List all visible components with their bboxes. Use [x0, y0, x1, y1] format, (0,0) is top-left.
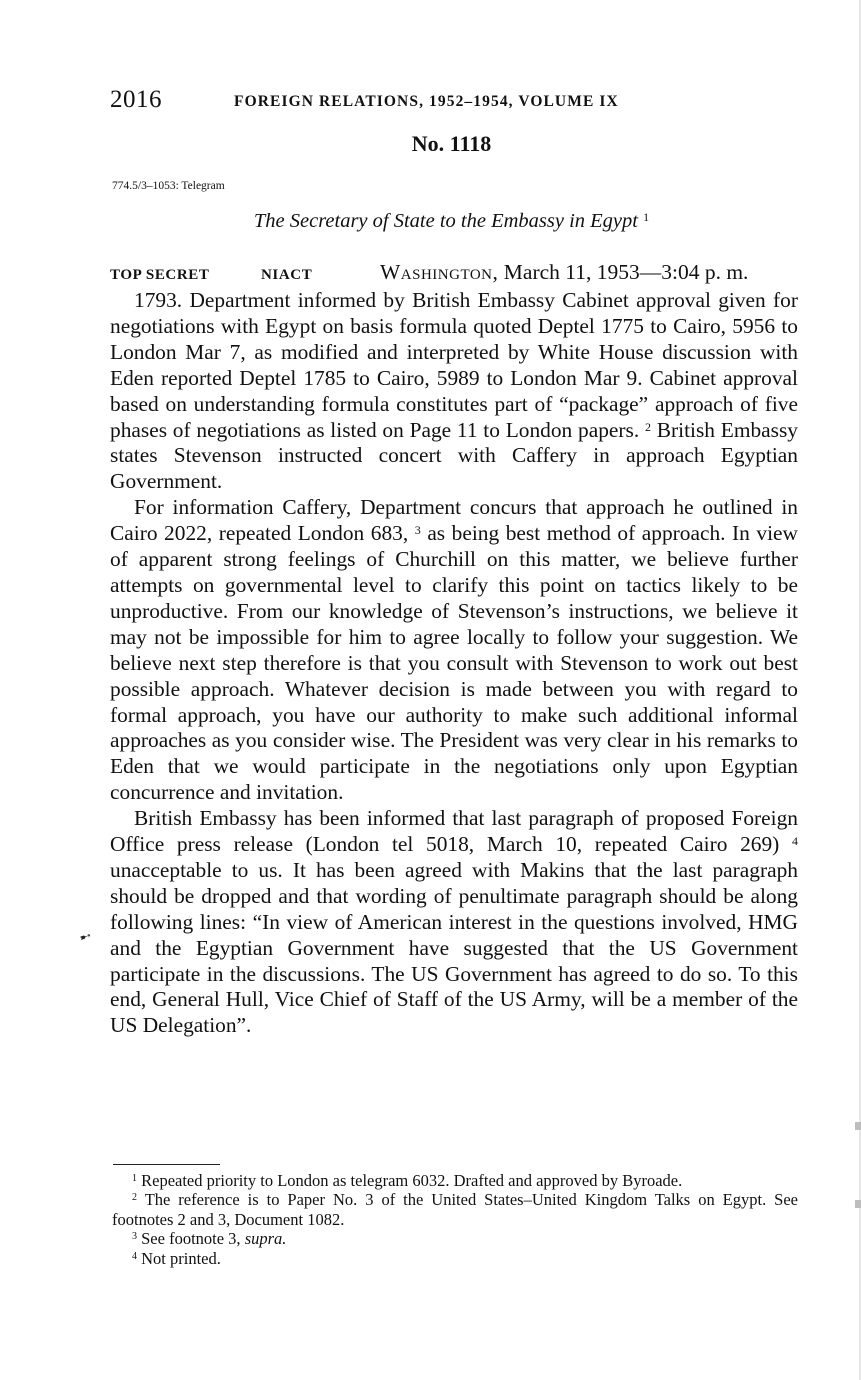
paragraph-2-text: For information Caffery, Department concurs that approach he outlined in Cairo 2022, repeated London 683,	[110, 495, 798, 546]
paragraph-3	[110, 806, 798, 1039]
place: Washington,	[380, 260, 499, 284]
document-title-text: The Secretary of State to the Embassy in Egypt	[253, 210, 638, 232]
footnote-2	[112, 1190, 798, 1229]
footnote-text: Repeated priority to London as telegram 6032. Drafted and approved by Byroade.	[141, 1171, 683, 1190]
paragraph-3-text: British Embassy has been informed that last paragraph of proposed Foreign Office press release (London tel 5018, March 10, repeated Cairo 269)	[110, 806, 798, 857]
footnote-ref-2[interactable]: 2	[644, 419, 651, 434]
running-head: FOREIGN RELATIONS, 1952–1954, VOLUME IX	[234, 93, 619, 110]
page-header	[110, 86, 810, 118]
paragraph-3-text-cont: unacceptable to us. It has been agreed with Makins that the last paragraph should be dropped and that wording of penultimate paragraph should be along following lines: “In view of American interest in the questions involved, HMG and the Egyptian Government have suggested that the US Government participate in the discussions. The US Government has agreed to do so. To this end, General Hull, Vice Chief of Staff of the US Army, will be a member of the US Delegation”.	[110, 857, 798, 1038]
footnote-ref-1[interactable]: 1	[643, 210, 650, 224]
footnote-ref-3[interactable]: 3	[414, 523, 421, 538]
page-number: 2016	[110, 86, 162, 113]
paragraph-1-text: 1793. Department informed by British Embassy Cabinet approval given for negotiations with Egypt on basis formula quoted Deptel 1775 to Cairo, 5956 to London Mar 7, as modified and interpreted by White House discussion with Eden reported Deptel 1785 to Cairo, 5989 to London Mar 9. Cabinet approval based on understanding formula constitutes part of “package” approach of five phases of negotiations as listed on Page 11 to London papers.	[110, 288, 798, 442]
stray-ink-mark: ➸	[77, 928, 94, 947]
document-title	[0, 210, 861, 233]
scan-edge-mark	[855, 1122, 861, 1130]
footnote-separator	[113, 1164, 220, 1165]
footnote-number: 2	[132, 1192, 137, 1204]
footnote-text: Not printed.	[141, 1248, 221, 1268]
footnote-number: 1	[132, 1173, 137, 1184]
footnote-4	[112, 1249, 798, 1268]
file-reference: 774.5/3–1053: Telegram	[112, 180, 225, 192]
scan-edge-mark	[855, 1200, 861, 1208]
footnote-ref-4[interactable]: 4	[792, 834, 798, 849]
footnote-text: See footnote 3,	[141, 1229, 241, 1249]
paragraph-1	[110, 288, 798, 495]
footnote-text: The reference is to Paper No. 3 of the United States–United Kingdom Talks on Egypt. See footnotes 2 and 3, Document 1082.	[112, 1190, 798, 1229]
paragraph-1-text-cont: British Embassy states Stevenson instructed concert with Caffery in approach Egyptian Government.	[110, 417, 798, 494]
precedence-label: NIACT	[261, 267, 313, 283]
footnotes	[112, 1171, 798, 1268]
place-and-date	[380, 260, 748, 285]
footnote-italic-text: supra.	[244, 1229, 287, 1249]
footnote-number: 3	[132, 1231, 137, 1243]
footnote-3	[112, 1229, 798, 1248]
document-number: No. 1118	[411, 131, 492, 156]
paragraph-2	[110, 495, 798, 806]
date: March 11, 1953—3:04 p. m.	[503, 260, 749, 284]
footnote-number: 4	[132, 1250, 137, 1262]
classification-label: TOP SECRET	[110, 267, 210, 283]
paragraph-2-text-cont: as being best method of approach. In view of apparent strong feelings of Churchill on this matter, we believe further attempts on governmental level to clarify this point on tactics likely to be unproductive. From our knowledge of Stevenson’s instructions, we believe it may not be impossible for him to agree locally to follow your suggestion. We believe next step therefore is that you consult with Stevenson to work out best possible approach. Whatever decision is made between you with regard to formal approach, you have our authority to make such additional informal approaches as you consider wise. The President was very clear in his remarks to Eden that we would participate in the negotiations only upon Egyptian concurrence and invitation.	[110, 521, 798, 805]
footnote-1	[112, 1171, 798, 1190]
telegram-body	[110, 288, 798, 1039]
dateline	[110, 260, 800, 290]
